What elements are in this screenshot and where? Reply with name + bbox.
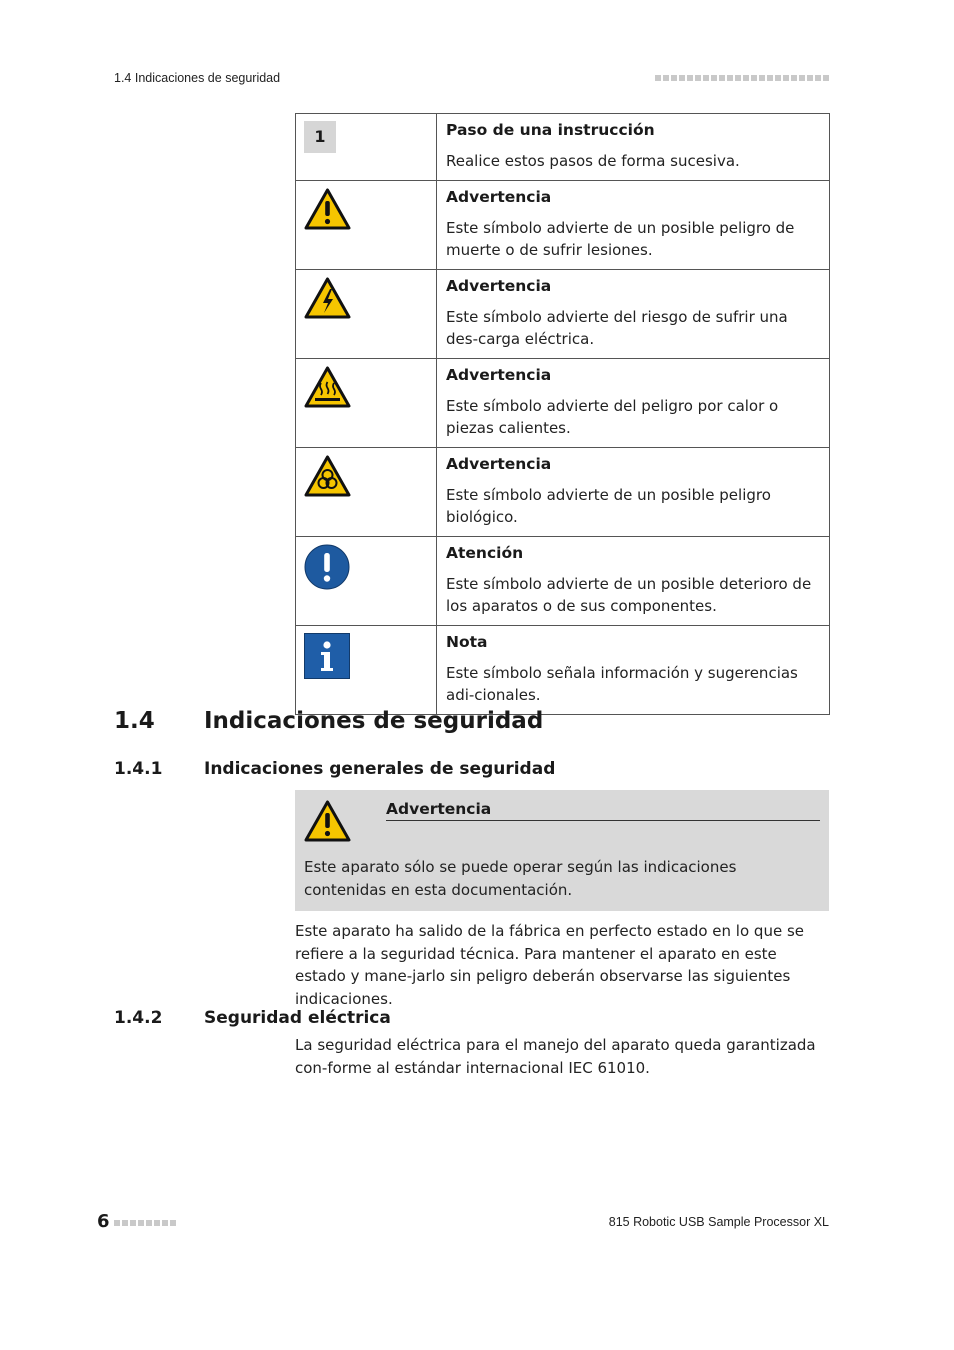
symbol-title: Advertencia xyxy=(446,454,552,473)
subsection-title: Indicaciones generales de seguridad xyxy=(204,759,556,779)
warning-notice xyxy=(295,790,829,911)
hot-surface-icon xyxy=(304,366,351,408)
table-row xyxy=(296,625,830,714)
symbol-title: Advertencia xyxy=(446,365,552,384)
subsection-title: Seguridad eléctrica xyxy=(204,1008,391,1028)
header-section-title: 1.4 Indicaciones de seguridad xyxy=(114,71,281,85)
subsection-number: 1.4.2 xyxy=(114,1008,163,1028)
table-row xyxy=(296,447,830,536)
table-row xyxy=(296,180,830,269)
subsection-heading-general xyxy=(114,757,555,781)
section-number: 1.4 xyxy=(114,708,155,734)
section-title: Indicaciones de seguridad xyxy=(204,708,544,734)
symbol-title: Atención xyxy=(446,543,524,562)
table-row xyxy=(296,358,830,447)
step-number-icon: 1 xyxy=(304,121,336,153)
symbol-description: Este símbolo advierte de un posible peligro biológico. xyxy=(446,485,771,526)
caution-icon xyxy=(304,544,350,590)
general-safety-paragraph: Este aparato ha salido de la fábrica en perfecto estado en lo que se refiere a la seguridad técnica. Para mantener el aparato en este estado y mane-jarlo sin peligro deberán observarse las siguientes indicaciones. xyxy=(295,922,804,1008)
symbol-description: Este símbolo advierte del peligro por calor o piezas calientes. xyxy=(446,396,779,437)
electrical-safety-paragraph: La seguridad eléctrica para el manejo del aparato queda garantizada con-forme al estándar internacional IEC 61010. xyxy=(295,1036,816,1077)
general-warning-icon xyxy=(304,188,351,230)
footer-decoration xyxy=(114,1220,176,1226)
symbol-description: Este símbolo advierte de un posible peligro de muerte o de sufrir lesiones. xyxy=(446,218,795,259)
symbol-title: Advertencia xyxy=(446,276,552,295)
symbol-description: Este símbolo advierte del riesgo de sufrir una des-carga eléctrica. xyxy=(446,307,788,348)
symbol-title: Paso de una instrucción xyxy=(446,121,655,139)
general-warning-icon xyxy=(304,800,351,842)
subsection-heading-electrical xyxy=(114,1006,391,1030)
page-number: 6 xyxy=(97,1211,110,1232)
symbol-description: Este símbolo señala información y sugerencias adi-cionales. xyxy=(446,663,798,704)
table-row xyxy=(296,536,830,625)
symbol-description: Realice estos pasos de forma sucesiva. xyxy=(446,152,740,170)
section-heading xyxy=(114,706,543,736)
table-row xyxy=(296,114,830,181)
symbols-table xyxy=(295,113,830,715)
symbol-title: Nota xyxy=(446,632,488,651)
symbol-title: Advertencia xyxy=(446,187,552,206)
symbol-description: Este símbolo advierte de un posible deterioro de los aparatos o de sus componentes. xyxy=(446,574,812,615)
warning-text: Este aparato sólo se puede operar según las indicaciones contenidas en esta documentación. xyxy=(304,858,737,899)
table-row xyxy=(296,269,830,358)
biohazard-icon xyxy=(304,455,351,497)
product-name: 815 Robotic USB Sample Processor XL xyxy=(608,1215,829,1229)
warning-title: Advertencia xyxy=(386,799,820,821)
header-decoration xyxy=(655,75,829,81)
subsection-number: 1.4.1 xyxy=(114,759,163,779)
info-icon xyxy=(304,633,350,679)
electrical-hazard-icon xyxy=(304,277,351,319)
